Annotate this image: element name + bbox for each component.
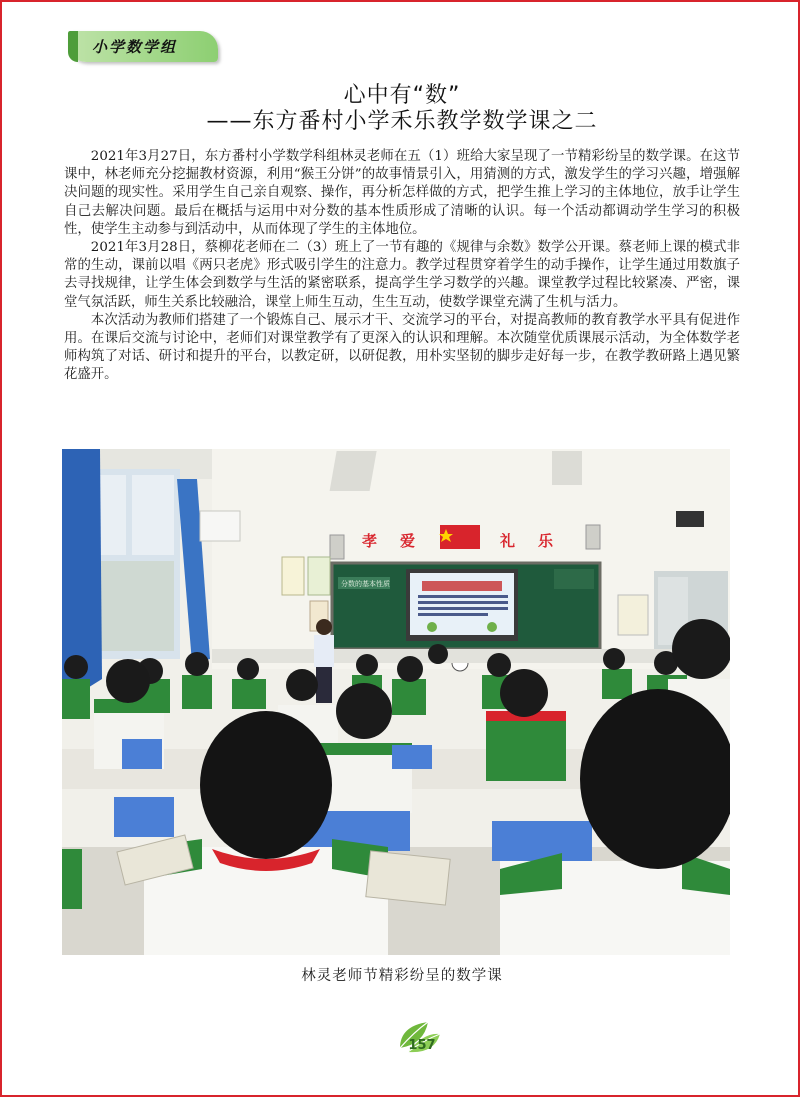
wall-slogan-char-2: 爱 bbox=[400, 532, 416, 550]
paragraph-2: 2021年3月28日，蔡柳花老师在二（3）班上了一节有趣的《规律与余数》数学公开课。蔡老师上课的模式非常的生动，课前以唱《两只老虎》形式吸引学生的注意力。教学过程贯穿着学生的动手操作，让学生通过用数旗子去寻找规律，让学生体会到数学与生活的紧密联系，提高学生学习数学的兴趣。课堂教学过程比较紧凑、严密，课堂气氛活跃，师生关系比较融洽，课堂上师生互动，生生互动，使数学课堂充满了生机与活力。 bbox=[64, 240, 740, 310]
wall-slogan-char-1: 孝 bbox=[362, 532, 378, 550]
classroom-photo-illustration bbox=[62, 449, 730, 955]
article-title: 心中有“数” bbox=[343, 83, 461, 108]
wall-slogan-char-3: 礼 bbox=[500, 532, 516, 550]
wall-slogan-char-4: 乐 bbox=[538, 532, 554, 550]
classroom-photo bbox=[62, 449, 730, 955]
page-number: 157 bbox=[408, 1038, 436, 1053]
photo-caption: 林灵老师节精彩纷呈的数学课 bbox=[301, 968, 503, 984]
article-subtitle: ——东方番村小学禾乐教学数学课之二 bbox=[206, 109, 598, 134]
section-tag bbox=[68, 31, 218, 62]
section-tag-label: 小学数学组 bbox=[92, 38, 178, 56]
page-number-badge bbox=[394, 1018, 444, 1062]
paragraph-1: 2021年3月27日，东方番村小学数学科组林灵老师在五（1）班给大家呈现了一节精彩纷呈的数学课。在这节课中，林老师充分挖掘教材资源，利用“猴王分饼”的故事情景引入，用猜测的方式，激发学生的学习兴趣，增强解决问题的现实性。采用学生自己亲自观察、操作，再分析怎样做的方式，把学生推上学习的主体地位，放手让学生自己去解决问题。最后在概括与运用中对分数的基本性质形成了清晰的认识。每一个活动都调动学生学习的积极性，使学生主动参与到活动中，从而体现了学生的主体地位。 bbox=[64, 149, 740, 237]
paragraph-3: 本次活动为教师们搭建了一个锻炼自己、展示才干、交流学习的平台，对提高教师的教育教学水平具有促进作用。在课后交流与讨论中，老师们对课堂教学有了更深入的认识和理解。本次随堂优质课展示活动，为全体数学老师构筑了对话、研讨和提升的平台，以教定研，以研促教，用朴实坚韧的脚步走好每一步，在教学教研路上遇见繁花盛开。 bbox=[64, 312, 740, 383]
board-label: 分数的基本性质 bbox=[341, 580, 390, 588]
article-body bbox=[64, 148, 740, 385]
